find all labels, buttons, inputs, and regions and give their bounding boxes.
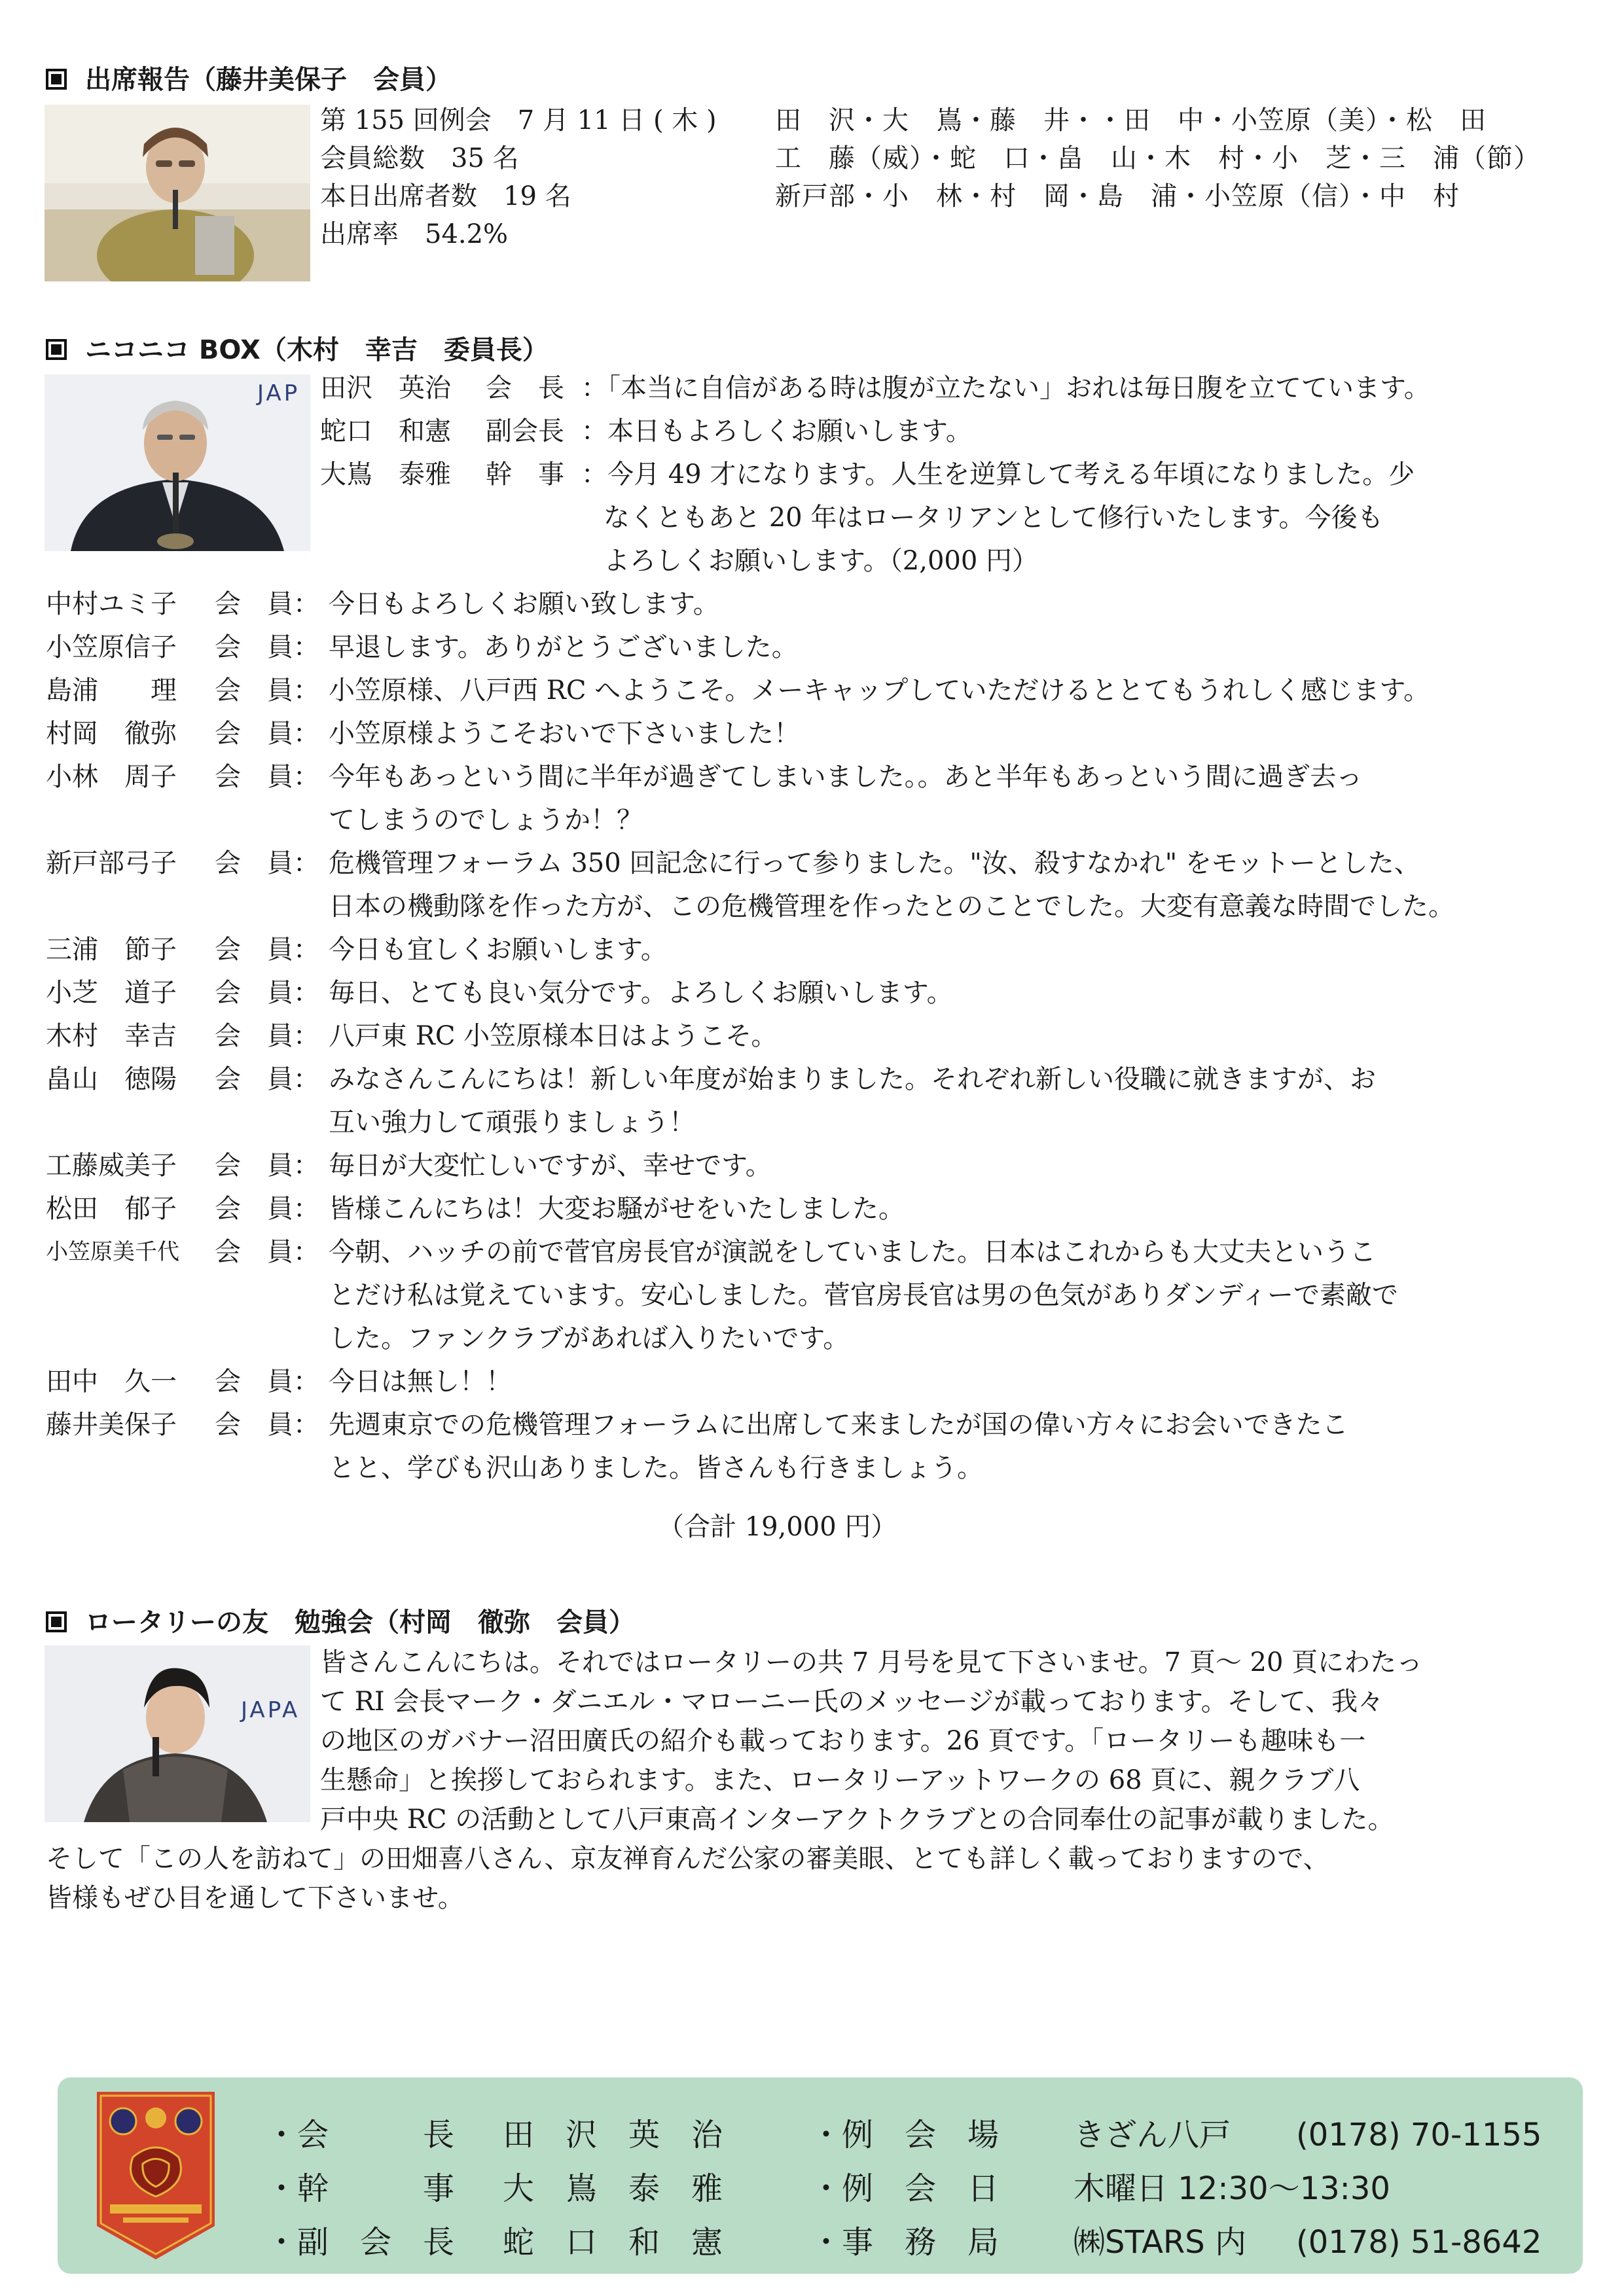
niko-entry-message-line: した。ファンクラブがあれば入りたいです。 bbox=[329, 1323, 850, 1354]
club-banner-logo bbox=[97, 2092, 215, 2259]
square-bullet-icon bbox=[46, 339, 67, 360]
footer-office-label: ・事 務 局 bbox=[810, 2224, 1000, 2261]
niko-entry-name: 村岡 徹弥 bbox=[46, 719, 177, 749]
footer-meeting-day-label: ・例 会 日 bbox=[810, 2170, 1000, 2207]
niko-entry-role-text: 会 員 bbox=[215, 1410, 293, 1440]
niko-entry-role: 会 員： bbox=[215, 1021, 319, 1051]
niko-entry-name: 島浦 理 bbox=[46, 675, 177, 706]
niko-entry-name: 工藤威美子 bbox=[46, 1151, 177, 1181]
niko-entry-message bbox=[329, 971, 1526, 1014]
niko-entry-message-line: とだけ私は覚えています。安心しました。菅官房長官は男の色気がありダンディーで素敵で bbox=[329, 1280, 1398, 1310]
niko-entry-message bbox=[329, 755, 1526, 842]
niko-entry-role-text: 会 員 bbox=[215, 1021, 293, 1051]
attendance-photo bbox=[45, 105, 310, 281]
niko-entry-role-text: 会 員 bbox=[215, 1367, 293, 1397]
footer-office-value: ㈱STARS 内 bbox=[1074, 2224, 1246, 2261]
study-photo bbox=[45, 1645, 310, 1822]
study-line: 戸中央 RC の活動として八戸東高インターアクトクラブとの合同奉仕の記事が載りました。 bbox=[320, 1804, 1394, 1835]
niko-entry-message-line: 危機管理フォーラム 350 回記念に行って参りました。"汝、殺すなかれ" をモットーとした、 bbox=[329, 848, 1420, 878]
niko-entry-role-text: 会 員 bbox=[215, 1237, 293, 1267]
footer-office-phone: (0178) 51-8642 bbox=[1296, 2224, 1542, 2261]
study-line: 皆さんこんにちは。それではロータリーの共 7 月号を見て下さいませ。7 頁～ 20 頁にわたっ bbox=[320, 1647, 1423, 1677]
study-line: 生懸命」と挨拶しておられます。また、ロータリーアットワークの 68 頁に、親クラブ八 bbox=[320, 1765, 1360, 1795]
niko-entry-message-line: 毎日が大変忙しいですが、幸せです。 bbox=[329, 1151, 772, 1181]
niko-top-entry-message-cont: なくともあと 20 年はロータリアンとして修行いたします。今後も bbox=[604, 503, 1384, 533]
niko-entry-role-text: 会 員 bbox=[215, 589, 293, 619]
niko-entry-message bbox=[329, 842, 1526, 928]
niko-entry-message bbox=[329, 928, 1526, 971]
attendee-names-line-2: 工 藤（威）・蛇 口・畠 山・木 村・小 芝・三 浦（節） bbox=[775, 143, 1540, 173]
niko-entry-name: 松田 郁子 bbox=[46, 1194, 177, 1224]
attendance-rate: 出席率 54.2% bbox=[320, 219, 509, 249]
niko-section-title bbox=[46, 334, 549, 367]
footer-venue-value: きざん八戸 bbox=[1074, 2117, 1231, 2153]
niko-entry-role-text: 会 員 bbox=[215, 935, 293, 965]
niko-entry-role: 会 員： bbox=[215, 1194, 319, 1224]
study-section-title bbox=[46, 1606, 635, 1639]
niko-entry-message-line: 毎日、とても良い気分です。よろしくお願いします。 bbox=[329, 978, 953, 1008]
niko-entry-name: 田中 久一 bbox=[46, 1367, 177, 1397]
niko-title-text: ニコニコ BOX（木村 幸吉 委員長） bbox=[85, 335, 549, 365]
niko-entry-message-line: 小笠原様ようこそおいで下さいました！ bbox=[329, 719, 800, 749]
niko-entry-message-line: 八戸東 RC 小笠原様本日はようこそ。 bbox=[329, 1021, 778, 1051]
niko-entry-message-line: 日本の機動隊を作った方が、この危機管理を作ったとのことでした。大変有意義な時間でした。 bbox=[329, 891, 1454, 922]
niko-entry-role-text: 会 員 bbox=[215, 848, 293, 878]
niko-top-entry-role: 会 長 bbox=[486, 373, 564, 403]
study-line-full: 皆様もぜひ目を通して下さいませ。 bbox=[46, 1883, 464, 1913]
niko-top-entry-message: ：「本当に自信がある時は腹が立たない」おれは毎日腹を立てています。 bbox=[581, 373, 1430, 403]
niko-entry-role: 会 員： bbox=[215, 589, 319, 619]
niko-top-entry-name: 大嶌 泰雅 bbox=[320, 459, 451, 490]
niko-entry-role: 会 員： bbox=[215, 1410, 319, 1440]
niko-entry-role: 会 員： bbox=[215, 848, 319, 878]
attendance-section-title bbox=[46, 63, 452, 96]
study-line: の地区のガバナー沼田廣氏の紹介も載っております。26 頁です。「ロータリーも趣味も一 bbox=[320, 1726, 1366, 1756]
niko-entry-role-text: 会 員 bbox=[215, 1064, 293, 1094]
niko-entry-name: 小笠原美千代 bbox=[46, 1239, 179, 1265]
speaker-young-man-photo bbox=[45, 1645, 310, 1822]
niko-entry-message bbox=[329, 1014, 1526, 1058]
niko-entry-message-line: 互い強力して頑張りましょう！ bbox=[329, 1107, 695, 1138]
attendee-names-line-3: 新戸部・小 林・村 岡・島 浦・小笠原（信）・中 村 bbox=[775, 181, 1460, 211]
footer-venue-label: ・例 会 場 bbox=[810, 2117, 1000, 2153]
square-bullet-icon bbox=[46, 1611, 67, 1632]
niko-top-entry-name: 蛇口 和憲 bbox=[320, 416, 451, 446]
attendance-total: 会員総数 35 名 bbox=[320, 143, 519, 173]
niko-entry-message-line: 早退します。ありがとうございました。 bbox=[329, 632, 798, 662]
niko-entry-role-text: 会 員 bbox=[215, 762, 293, 792]
niko-entry-message bbox=[329, 583, 1526, 626]
niko-top-entry-name: 田沢 英治 bbox=[320, 373, 451, 403]
niko-entry-role: 会 員： bbox=[215, 935, 319, 965]
niko-entry-message-line: てしまうのでしょうか！？ bbox=[329, 805, 643, 835]
footer-president-value: 田 沢 英 治 bbox=[503, 2117, 723, 2153]
niko-entry-role-text: 会 員 bbox=[215, 675, 293, 706]
niko-entry-role-text: 会 員 bbox=[215, 1194, 293, 1224]
niko-entry-role-text: 会 員 bbox=[215, 978, 293, 1008]
niko-entry-name: 三浦 節子 bbox=[46, 935, 177, 965]
footer-panel bbox=[58, 2077, 1583, 2274]
niko-entry-message bbox=[329, 1058, 1526, 1144]
niko-entry-message-line: 皆様こんにちは！大変お騒がせをいたしました。 bbox=[329, 1194, 905, 1224]
niko-entry-role: 会 員： bbox=[215, 1151, 319, 1181]
niko-entry-message-line: 今日も宜しくお願いします。 bbox=[329, 935, 667, 965]
niko-top-entry-role: 副会長 bbox=[486, 416, 564, 446]
niko-entry-message bbox=[329, 1403, 1526, 1490]
niko-entry-message bbox=[329, 626, 1526, 669]
attendee-names-line-1: 田 沢・大 嶌・藤 井・・田 中・小笠原（美）・松 田 bbox=[775, 105, 1487, 135]
niko-entry-role-text: 会 員 bbox=[215, 1151, 293, 1181]
niko-entry-role-text: 会 員 bbox=[215, 632, 293, 662]
niko-entry-role: 会 員： bbox=[215, 762, 319, 792]
niko-entry-name: 小林 周子 bbox=[46, 762, 177, 792]
niko-entry-role: 会 員： bbox=[215, 978, 319, 1008]
study-line-full: そして「この人を訪ねて」の田畑喜八さん、京友禅育んだ公家の審美眼、とても詳しく載っておりますので、 bbox=[46, 1844, 1329, 1874]
niko-entry-message bbox=[329, 1187, 1526, 1230]
photo-banner-text: JAP bbox=[257, 380, 300, 406]
niko-entry-role: 会 員： bbox=[215, 632, 319, 662]
niko-entry-role: 会 員： bbox=[215, 1367, 319, 1397]
niko-entry-message bbox=[329, 1360, 1526, 1403]
footer-vice-president-label: ・副 会 長 bbox=[266, 2224, 455, 2261]
niko-entry-role-text: 会 員 bbox=[215, 719, 293, 749]
footer-secretary-label: ・幹 事 bbox=[266, 2170, 455, 2207]
niko-entry-role: 会 員： bbox=[215, 719, 319, 749]
niko-top-entry-message-cont: よろしくお願いします。（2,000 円） bbox=[604, 546, 1039, 576]
niko-entry-message bbox=[329, 1230, 1526, 1360]
niko-entry-message-line: 今日もよろしくお願い致します。 bbox=[329, 589, 719, 619]
niko-entry-message-line: 今朝、ハッチの前で菅官房長官が演説をしていました。日本はこれからも大丈夫というこ bbox=[329, 1237, 1376, 1267]
niko-entry-name: 藤井美保子 bbox=[46, 1410, 177, 1440]
niko-entry-message-line: 先週東京での危機管理フォーラムに出席して来ましたが国の偉い方々にお会いできたこ bbox=[329, 1410, 1348, 1440]
speaker-woman-photo bbox=[45, 105, 310, 281]
niko-top-entry-role: 幹 事 bbox=[486, 459, 564, 490]
niko-entry-message bbox=[329, 1144, 1526, 1187]
niko-entry-name: 小笠原信子 bbox=[46, 632, 177, 662]
study-line: て RI 会長マーク・ダニエル・マローニー氏のメッセージが載っております。そして、我々 bbox=[320, 1687, 1384, 1717]
footer-president-label: ・会 長 bbox=[266, 2117, 455, 2153]
photo-banner-text: JAPA bbox=[241, 1697, 300, 1723]
niko-entry-message bbox=[329, 712, 1526, 755]
study-title-text: ロータリーの友 勉強会（村岡 徹弥 会員） bbox=[85, 1607, 635, 1638]
niko-top-entry-message: ：今月 49 才になります。人生を逆算して考える年頃になりました。少 bbox=[581, 459, 1415, 490]
footer-secretary-value: 大 嶌 泰 雅 bbox=[503, 2170, 723, 2207]
niko-top-entry-message: ：本日もよろしくお願いします。 bbox=[581, 416, 972, 446]
niko-entry-message-line: 今年もあっという間に半年が過ぎてしまいました。。あと半年もあっという間に過ぎ去っ bbox=[329, 762, 1363, 792]
niko-photo bbox=[45, 374, 310, 551]
attendance-present: 本日出席者数 19 名 bbox=[320, 181, 571, 211]
niko-entry-name: 新戸部弓子 bbox=[46, 848, 177, 878]
niko-entry-message-line: とと、学びも沢山ありました。皆さんも行きましょう。 bbox=[329, 1453, 983, 1483]
niko-entry-role: 会 員： bbox=[215, 675, 319, 706]
attendance-meeting: 第 155 回例会 7 月 11 日 ( 木 ) bbox=[320, 105, 717, 135]
niko-entry-name: 木村 幸吉 bbox=[46, 1021, 177, 1051]
square-bullet-icon bbox=[46, 69, 67, 90]
niko-entry-role: 会 員： bbox=[215, 1237, 319, 1267]
niko-entry-message-line: みなさんこんにちは！新しい年度が始まりました。それぞれ新しい役職に就きますが、お bbox=[329, 1064, 1376, 1094]
niko-entry-role: 会 員： bbox=[215, 1064, 319, 1094]
footer-venue-phone: (0178) 70-1155 bbox=[1296, 2117, 1542, 2153]
niko-entry-name: 小芝 道子 bbox=[46, 978, 177, 1008]
niko-entry-message-line: 今日は無し！！ bbox=[329, 1367, 512, 1397]
footer-vice-president-value: 蛇 口 和 憲 bbox=[503, 2224, 723, 2261]
niko-entry-message-line: 小笠原様、八戸西 RC へようこそ。メーキャップしていただけるととてもうれしく感じます。 bbox=[329, 675, 1430, 706]
niko-total: （合計 19,000 円） bbox=[658, 1512, 897, 1542]
footer-meeting-day-value: 木曜日 12:30～13:30 bbox=[1074, 2170, 1390, 2207]
niko-entry-name: 中村ユミ子 bbox=[46, 589, 177, 619]
niko-entry-message bbox=[329, 669, 1526, 712]
attendance-title-text: 出席報告（藤井美保子 会員） bbox=[85, 65, 452, 95]
speaker-man-photo bbox=[45, 374, 310, 551]
niko-entry-name: 畠山 徳陽 bbox=[46, 1064, 177, 1094]
